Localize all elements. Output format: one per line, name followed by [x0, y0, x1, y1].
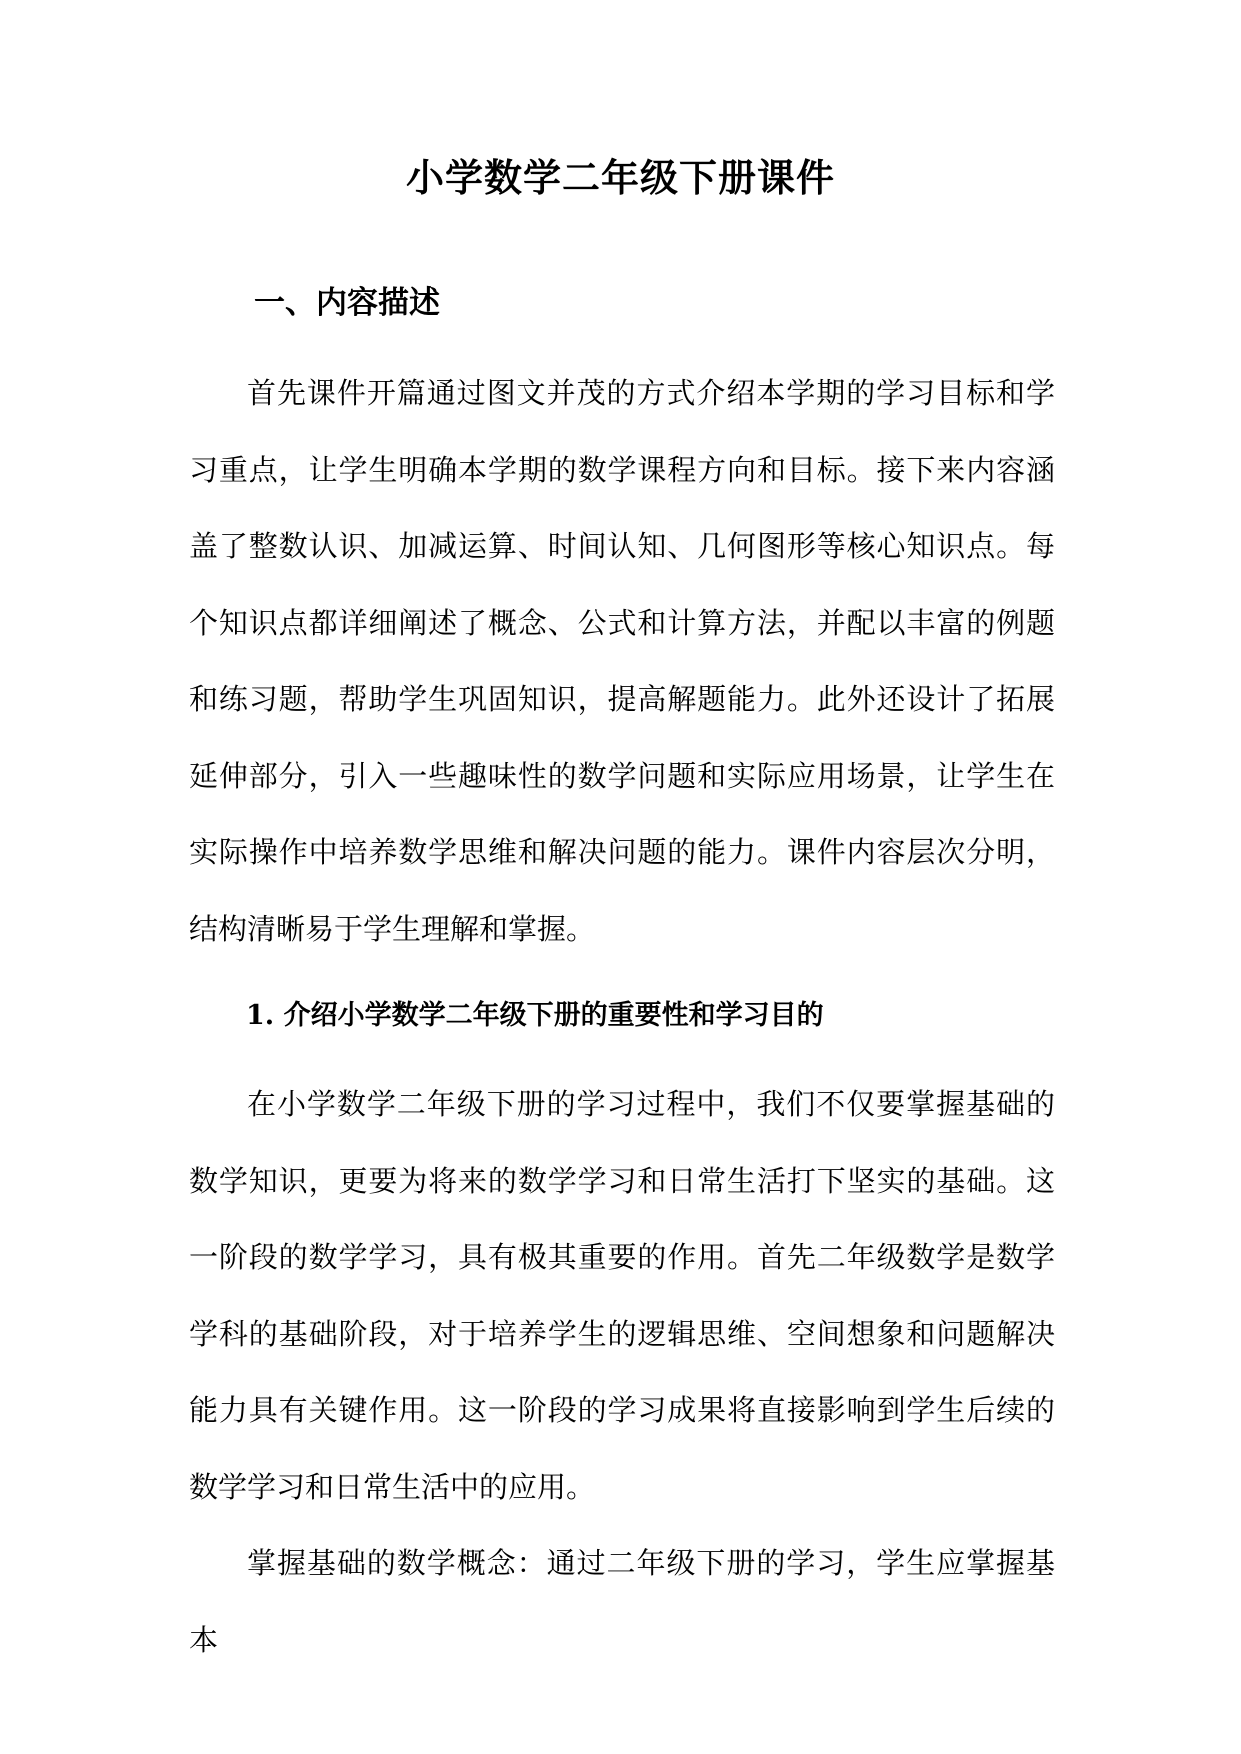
- document-title: 小学数学二年级下册课件: [405, 155, 835, 200]
- section-heading-content-description: 一、内容描述: [254, 285, 440, 321]
- paragraph-importance: 在小学数学二年级下册的学习过程中，我们不仅要掌握基础的数学知识，更要为将来的数学学习和日常生活打下坚实的基础。这一阶段的数学学习，具有极其重要的作用。首先二年级数学是数学学科的基础阶段，对于培养学生的逻辑思维、空间想象和问题解决能力具有关键作用。这一阶段的学习成果将直接影响到学生后续的数学学习和日常生活中的应用。: [189, 1087, 1055, 1504]
- subsection-heading-importance: 1. 介绍小学数学二年级下册的重要性和学习目的: [246, 1000, 824, 1031]
- paragraph-content-description: 首先课件开篇通过图文并茂的方式介绍本学期的学习目标和学习重点，让学生明确本学期的数学课程方向和目标。接下来内容涵盖了整数认识、加减运算、时间认知、几何图形等核心知识点。每个知识点都详细阐述了概念、公式和计算方法，并配以丰富的例题和练习题，帮助学生巩固知识，提高解题能力。此外还设计了拓展延伸部分，引入一些趣味性的数学问题和实际应用场景，让学生在实际操作中培养数学思维和解决问题的能力。课件内容层次分明，结构清晰易于学生理解和掌握。: [189, 376, 1055, 946]
- paragraph-basic-concepts: 掌握基础的数学概念：通过二年级下册的学习，学生应掌握基本: [189, 1546, 1055, 1657]
